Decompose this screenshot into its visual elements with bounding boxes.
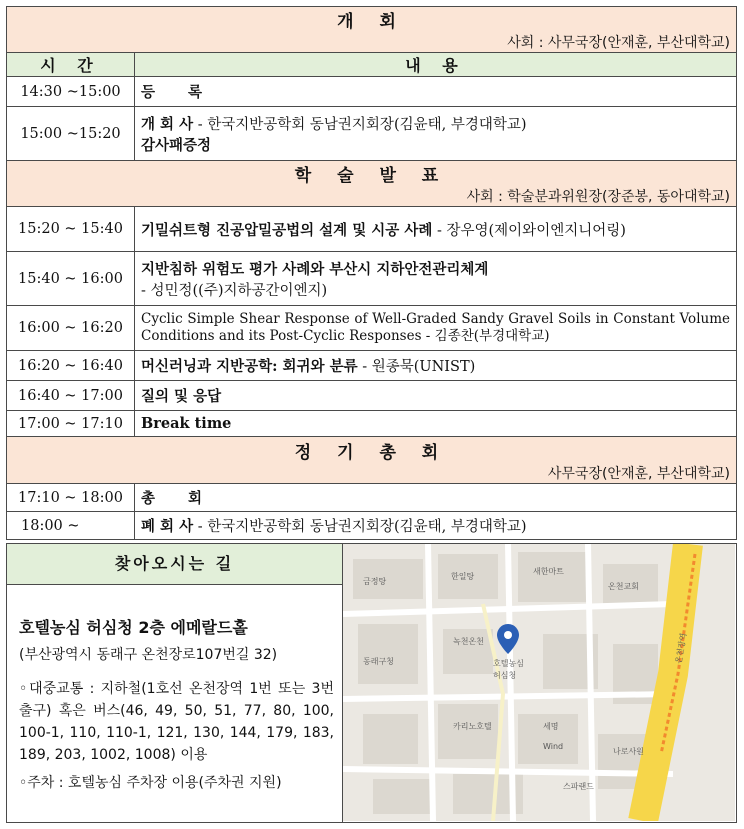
svg-text:동래구청: 동래구청 xyxy=(363,657,394,666)
row-title: 질의 및 응답 xyxy=(135,381,737,411)
opening-title: 개 회 xyxy=(337,12,406,32)
row-time: 15:20 ~ 15:40 xyxy=(7,207,135,252)
talks-host: 사회 : 학술분과위원장(장준봉, 동아대학교) xyxy=(466,189,730,205)
row-detail: - 김종찬(부경대학교) xyxy=(421,328,550,344)
row-title: 등 록 xyxy=(135,77,737,107)
svg-text:새한마트: 새한마트 xyxy=(533,567,564,576)
row-detail: - 원종묵(UNIST) xyxy=(357,359,476,375)
map-graphic xyxy=(343,544,735,821)
table-row xyxy=(7,207,737,252)
row-detail: - 한국지반공학회 동남권지회장(김윤태, 부경대학교) xyxy=(193,116,527,133)
svg-text:허심청: 허심청 xyxy=(493,671,517,680)
row-detail: - 성민정((주)지하공간이엔지) xyxy=(141,282,328,299)
table-row xyxy=(7,77,737,107)
svg-text:녹천온천: 녹천온천 xyxy=(453,637,484,646)
directions-title: 찾아오시는 길 xyxy=(7,544,342,585)
row-content xyxy=(135,207,737,252)
row-title: 총 회 xyxy=(135,484,737,512)
row-title: 폐 회 사 xyxy=(141,518,194,535)
row-title: 머신러닝과 지반공학: 회귀와 분류 xyxy=(141,358,358,375)
row-time: 18:00 ~ xyxy=(7,512,135,540)
row-detail: - 장우영(제이와이엔지니어링) xyxy=(432,222,626,239)
row-time: 16:20 ~ 16:40 xyxy=(7,351,135,381)
table-row xyxy=(7,512,737,540)
svg-text:스파랜드: 스파랜드 xyxy=(563,782,594,791)
row-title: Break time xyxy=(135,411,737,437)
table-row xyxy=(7,351,737,381)
row-time: 16:40 ~ 17:00 xyxy=(7,381,135,411)
row-time: 15:40 ~ 16:00 xyxy=(7,252,135,306)
row-content xyxy=(135,252,737,306)
general-host: 사무국장(안재훈, 부산대학교) xyxy=(547,465,730,482)
general-section-header xyxy=(7,437,737,484)
row-content xyxy=(135,306,737,351)
svg-text:나로사원: 나로사원 xyxy=(613,747,644,756)
table-row xyxy=(7,107,737,161)
talks-title: 학 술 발 표 xyxy=(294,166,449,186)
location-map xyxy=(343,544,735,821)
svg-text:카리노호텔: 카리노호텔 xyxy=(453,722,492,731)
svg-text:세명: 세명 xyxy=(543,722,559,731)
row-time: 15:00 ~15:20 xyxy=(7,107,135,161)
time-column-header: 시 간 xyxy=(7,53,135,77)
content-column-header: 내 용 xyxy=(135,53,737,77)
table-row xyxy=(7,306,737,351)
row-content xyxy=(135,351,737,381)
directions-panel xyxy=(7,544,343,822)
venue-address: (부산광역시 동래구 온천장로107번길 32) xyxy=(19,647,278,663)
row-title: 기밀쉬트형 진공압밀공법의 설계 및 시공 사례 xyxy=(141,221,433,239)
row-content xyxy=(135,107,737,161)
row-title: Cyclic Simple Shear Response of Well-Graded Sandy Gravel Soils in Constant Volume Conditions and its Post-Cyclic Responses xyxy=(141,311,730,344)
row-detail: - 한국지반공학회 동남권지회장(김윤태, 부경대학교) xyxy=(193,519,527,535)
venue-name: 호텔농심 허심청 2층 에메랄드홀 xyxy=(19,618,248,637)
row-title-line2: 감사패증정 xyxy=(141,136,212,154)
table-row xyxy=(7,381,737,411)
table-row xyxy=(7,484,737,512)
table-row xyxy=(7,252,737,306)
parking-info: ◦주차 : 호텔농심 주차장 이용(주차권 지원) xyxy=(19,775,282,791)
svg-text:금정탕: 금정탕 xyxy=(363,577,387,586)
svg-text:한일탕: 한일탕 xyxy=(451,572,475,581)
svg-text:Wind: Wind xyxy=(543,742,564,751)
opening-section-header xyxy=(7,7,737,53)
svg-text:온천교회: 온천교회 xyxy=(608,582,639,591)
row-time: 14:30 ~15:00 xyxy=(7,77,135,107)
row-time: 17:00 ~ 17:10 xyxy=(7,411,135,437)
row-time: 17:10 ~ 18:00 xyxy=(7,484,135,512)
general-title: 정 기 총 회 xyxy=(294,442,449,463)
talks-section-header xyxy=(7,161,737,207)
table-row xyxy=(7,411,737,437)
schedule-table xyxy=(6,6,737,540)
row-title: 지반침하 위험도 평가 사례와 부산시 지하안전관리체계 xyxy=(141,260,489,278)
opening-host: 사회 : 사무국장(안재훈, 부산대학교) xyxy=(507,35,730,51)
row-time: 16:00 ~ 16:20 xyxy=(7,306,135,351)
row-title: 개 회 사 xyxy=(141,115,194,133)
svg-text:호텔농심: 호텔농심 xyxy=(493,659,524,668)
svg-text:온천장역: 온천장역 xyxy=(674,632,689,665)
row-content xyxy=(135,512,737,540)
transit-info: ◦대중교통 : 지하철(1호선 온천장역 1번 또는 3번 출구) 혹은 버스(46, 49, 50, 51, 77, 80, 100, 100-1, 110, 110-1, 121, 130, 144, 179, 183, 189, 203, 1002, 1008) 이용 xyxy=(19,681,334,763)
directions-box xyxy=(6,543,737,823)
